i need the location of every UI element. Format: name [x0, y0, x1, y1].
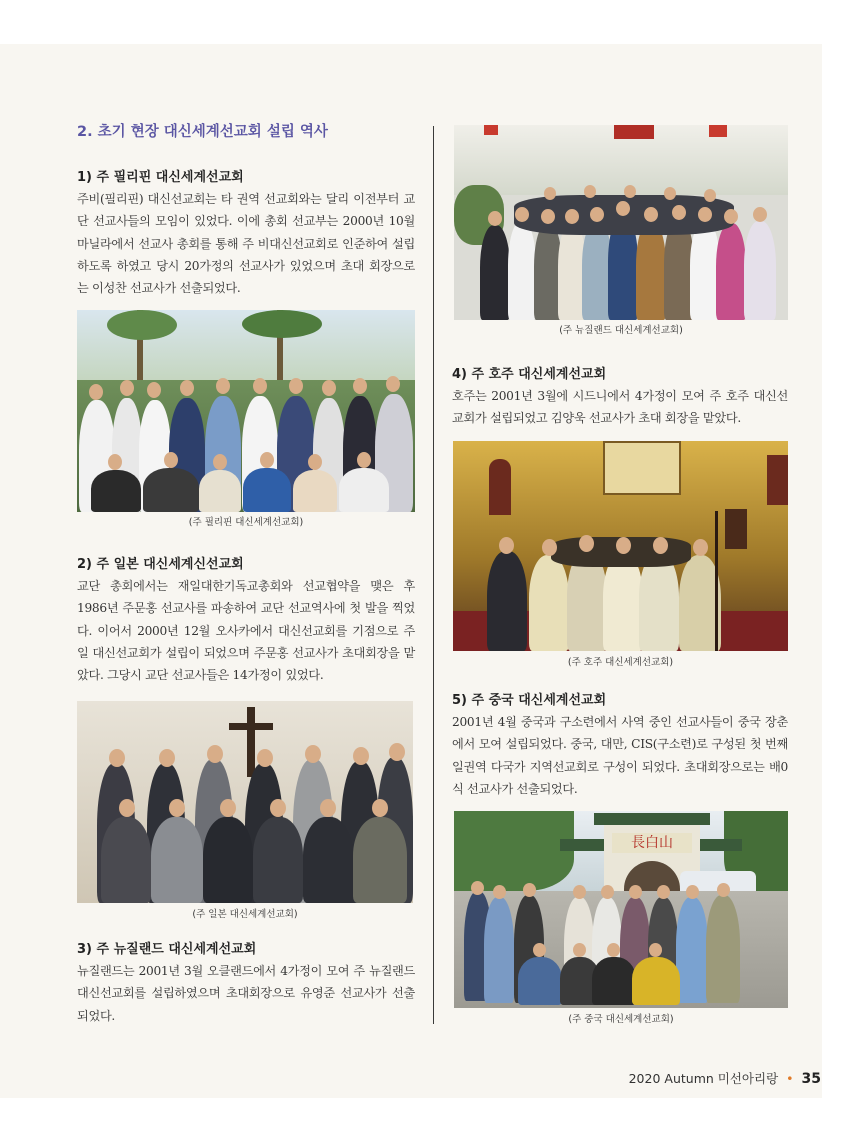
column-divider — [433, 126, 434, 1024]
page-number: 35 — [801, 1071, 821, 1087]
photo-newzealand — [454, 125, 788, 320]
heading-china: 5) 주 중국 대신세계선교회 — [452, 693, 607, 708]
caption-japan: (주 일본 대신세계선교회) — [192, 909, 298, 920]
footer-bullet: • — [786, 1071, 794, 1086]
caption-australia: (주 호주 대신세계선교회) — [567, 657, 674, 668]
caption-china: (주 중국 대신세계선교회) — [568, 1014, 674, 1025]
caption-philippines: (주 필리핀 대신세계선교회) — [188, 517, 304, 528]
footer-magazine: 미선아리랑 — [717, 1071, 779, 1086]
body-china: 2001년 4월 중국과 구소련에서 사역 중인 선교사들이 중국 장춘에서 모여 설립되었다. 중국, 대만, CIS(구소련)로 구성된 첫 번째 일권역 다국가 지역선교회로 구성이 되었다. 초대회장으로는 배0식 선교사가 선출되었다. — [452, 715, 788, 796]
heading-australia: 4) 주 호주 대신세계선교회 — [452, 367, 607, 382]
section-title: 2. 초기 현장 대신세계선교회 설립 역사 — [77, 124, 328, 140]
body-newzealand: 뉴질랜드는 2001년 3월 오클랜드에서 4가정이 모여 주 뉴질랜드 대신선교회를 설립하였으며 초대회장으로 유영준 선교사가 선출되었다. — [77, 964, 415, 1023]
photo-china — [454, 811, 788, 1008]
footer-issue: 2020 Autumn — [628, 1071, 714, 1086]
body-japan: 교단 총회에서는 재일대한기독교총회와 선교협약을 맺은 후 1986년 주문홍 선교사를 파송하여 교단 선교역사에 첫 발을 찍었다. 이어서 2000년 12월 오사카에서 대신선교회를 기점으로 주 일 대신선교회가 설립이 되었으며 주문홍 선교사가 초대회장을 맡았다. 그당시 교단 선교사들은 14가정이 있었다. — [77, 579, 415, 683]
caption-newzealand: (주 뉴질랜드 대신세계선교회) — [559, 325, 683, 336]
photo-australia — [453, 441, 788, 651]
heading-philippines: 1) 주 필리핀 대신세계선교회 — [77, 170, 244, 185]
page-footer — [629, 1069, 821, 1087]
body-philippines: 주비(필리핀) 대신선교회는 타 권역 선교회와는 달리 이전부터 교단 선교사들의 모임이 있었다. 이에 총회 선교부는 2000년 10월 마닐라에서 선교사 총회를 통해 주 비대신선교회로 인준하여 설립하도록 하였고 당시 20가정의 선교사가 있었으며 초대 회장으로는 이성찬 선교사가 선출되었다. — [77, 192, 415, 296]
heading-newzealand: 3) 주 뉴질랜드 대신세계선교회 — [77, 942, 257, 957]
heading-japan: 2) 주 일본 대신세계신선교회 — [77, 557, 244, 572]
body-australia: 호주는 2001년 3월에 시드니에서 4가정이 모여 주 호주 대신선교회가 설립되었고 김양욱 선교사가 초대 회장을 맡았다. — [452, 389, 788, 426]
cross-icon — [247, 707, 255, 777]
gate-sign: 長白山 — [612, 833, 692, 853]
photo-japan — [77, 701, 413, 903]
photo-philippines — [77, 310, 415, 512]
